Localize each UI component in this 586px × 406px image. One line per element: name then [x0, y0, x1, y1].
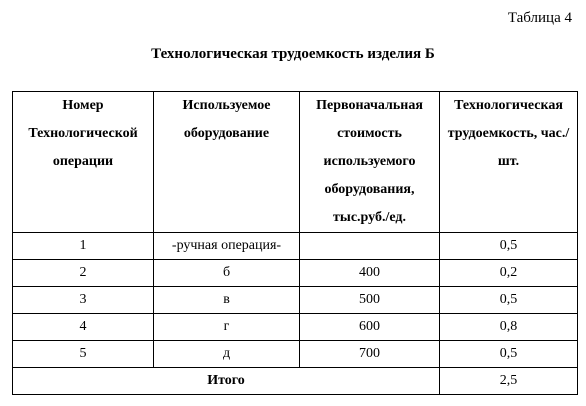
operation-number: 3: [13, 287, 154, 314]
table-row: [13, 314, 578, 341]
initial-cost: 700: [300, 341, 440, 368]
equipment: -ручная операция-: [154, 233, 300, 260]
total-value: 2,5: [440, 368, 578, 395]
operation-number: 4: [13, 314, 154, 341]
operation-number: 2: [13, 260, 154, 287]
header-equipment: Используемое оборудование: [154, 92, 300, 233]
document-title: Технологическая трудоемкость изделия Б: [151, 46, 435, 62]
operation-number: 5: [13, 341, 154, 368]
labor-intensity: 0,5: [440, 341, 578, 368]
labor-intensity: 0,5: [440, 287, 578, 314]
operation-number: 1: [13, 233, 154, 260]
initial-cost: [300, 233, 440, 260]
equipment: д: [154, 341, 300, 368]
labor-intensity: 0,5: [440, 233, 578, 260]
table-row: [13, 233, 578, 260]
initial-cost: 400: [300, 260, 440, 287]
labor-intensity-table: [12, 91, 578, 395]
initial-cost: 600: [300, 314, 440, 341]
equipment: в: [154, 287, 300, 314]
equipment: г: [154, 314, 300, 341]
total-row: [13, 368, 578, 395]
header-labor-intensity: Технологическая трудоемкость, час./шт.: [440, 92, 578, 233]
initial-cost: 500: [300, 287, 440, 314]
header-initial-cost: Первоначальная стоимость используемого оборудования, тыс.руб./ед.: [300, 92, 440, 233]
table-row: [13, 260, 578, 287]
equipment: б: [154, 260, 300, 287]
table-row: [13, 287, 578, 314]
labor-intensity: 0,8: [440, 314, 578, 341]
header-operation-number: Номер Технологической операции: [13, 92, 154, 233]
total-label: Итого: [13, 368, 440, 395]
labor-intensity: 0,2: [440, 260, 578, 287]
table-row: [13, 341, 578, 368]
header-row: [13, 92, 578, 233]
table-caption: Таблица 4: [507, 10, 572, 26]
